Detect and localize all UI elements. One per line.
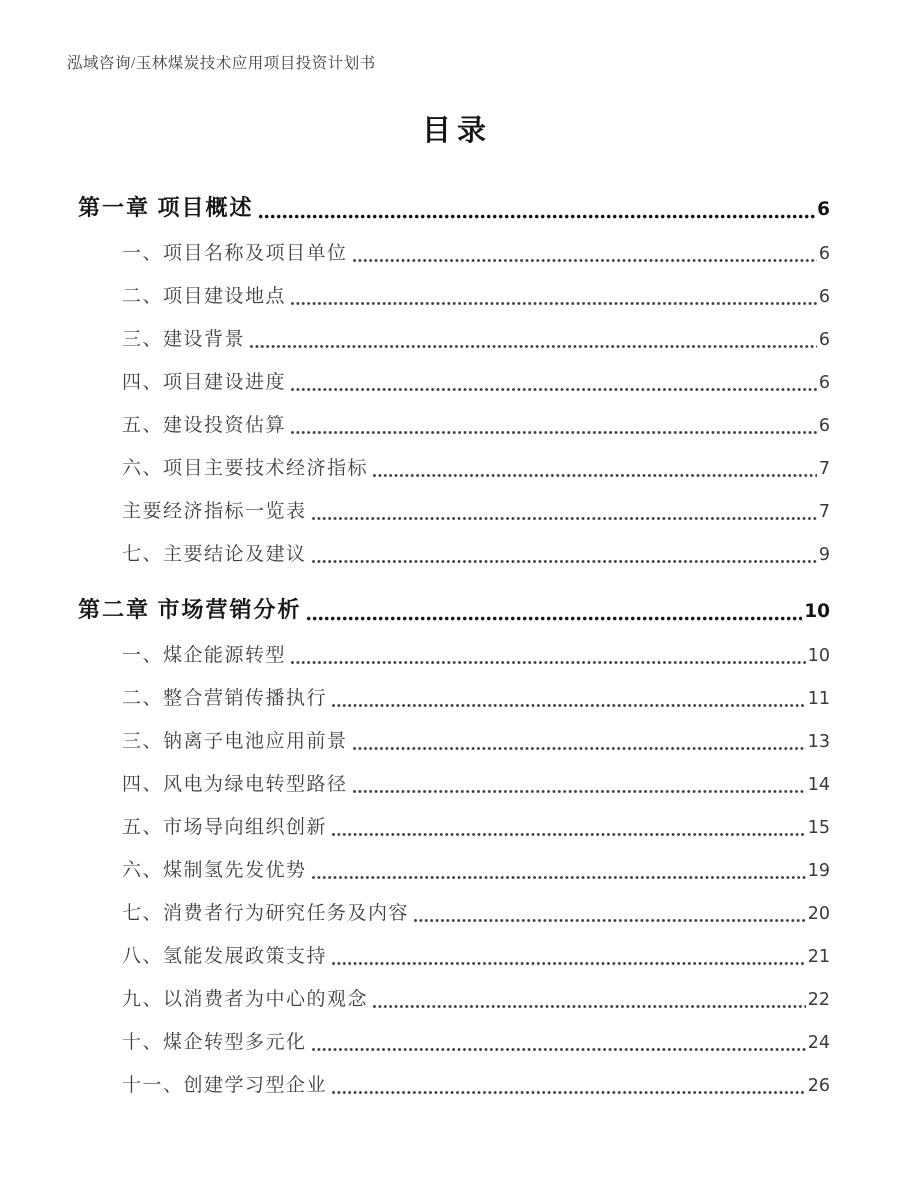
- dot-leader: [290, 387, 817, 392]
- toc-entry-page-number: 26: [807, 1076, 830, 1096]
- toc-entry-label: 八、氢能发展政策支持: [122, 946, 328, 967]
- toc-entry-page-number: 10: [804, 601, 830, 622]
- toc-entry[interactable]: [78, 943, 830, 971]
- toc-entry[interactable]: [78, 412, 830, 440]
- toc-entry[interactable]: [78, 642, 830, 670]
- dot-leader: [331, 961, 806, 966]
- dot-leader: [311, 875, 806, 880]
- toc-entry-page-number: 15: [807, 818, 830, 838]
- toc-entry-label: 主要经济指标一览表: [122, 501, 307, 522]
- toc-entry-label: 十一、创建学习型企业: [122, 1075, 328, 1096]
- dot-leader: [331, 703, 806, 708]
- toc-entry-label: 九、以消费者为中心的观念: [122, 989, 369, 1010]
- toc-section: [78, 112, 830, 1100]
- toc-entry-page-number: 6: [818, 416, 830, 436]
- dot-leader: [352, 258, 817, 263]
- toc-entry[interactable]: [78, 1029, 830, 1057]
- dot-leader: [311, 559, 817, 564]
- dot-leader: [311, 516, 817, 521]
- toc-entry[interactable]: [78, 1072, 830, 1100]
- toc-entry-label: 七、主要结论及建议: [122, 544, 307, 565]
- toc-entry-page-number: 19: [807, 861, 830, 881]
- toc-entry[interactable]: [78, 283, 830, 311]
- toc-entry-page-number: 6: [817, 199, 830, 220]
- toc-entry-page-number: 7: [818, 459, 830, 479]
- toc-entry-label: 第二章 市场营销分析: [78, 597, 302, 622]
- toc-entry-label: 四、项目建设进度: [122, 372, 287, 393]
- toc-entry[interactable]: [78, 857, 830, 885]
- toc-entry[interactable]: [78, 728, 830, 756]
- toc-entry-label: 第一章 项目概述: [78, 195, 254, 220]
- toc-entry-label: 五、市场导向组织创新: [122, 817, 328, 838]
- toc-entry-page-number: 14: [807, 775, 830, 795]
- dot-leader: [306, 616, 803, 621]
- toc-entry-label: 四、风电为绿电转型路径: [122, 774, 348, 795]
- toc-entry-page-number: 7: [818, 502, 830, 522]
- toc-entry[interactable]: [78, 900, 830, 928]
- dot-leader: [331, 1090, 806, 1095]
- toc-entry-label: 二、整合营销传播执行: [122, 688, 328, 709]
- toc-entry[interactable]: [78, 595, 830, 627]
- toc-entry-page-number: 21: [807, 947, 830, 967]
- toc-entry-label: 二、项目建设地点: [122, 286, 287, 307]
- toc-entry-page-number: 10: [807, 646, 830, 666]
- toc-entry-page-number: 6: [818, 287, 830, 307]
- document-header-text: 泓域咨询/玉林煤炭技术应用项目投资计划书: [67, 55, 376, 72]
- toc-entry-label: 一、煤企能源转型: [122, 645, 287, 666]
- toc-entry-page-number: 22: [807, 990, 830, 1010]
- toc-entry[interactable]: [78, 326, 830, 354]
- dot-leader: [331, 832, 806, 837]
- dot-leader: [290, 301, 817, 306]
- toc-entry[interactable]: [78, 240, 830, 268]
- toc-entry-page-number: 6: [818, 330, 830, 350]
- toc-entry-page-number: 24: [807, 1033, 830, 1053]
- toc-entry-label: 六、煤制氢先发优势: [122, 860, 307, 881]
- toc-entry[interactable]: [78, 369, 830, 397]
- toc-entry-page-number: 6: [818, 244, 830, 264]
- toc-entry[interactable]: [78, 771, 830, 799]
- toc-entry-label: 三、钠离子电池应用前景: [122, 731, 348, 752]
- toc-entry-label: 十、煤企转型多元化: [122, 1032, 307, 1053]
- toc-entry-label: 五、建设投资估算: [122, 415, 287, 436]
- toc-entry[interactable]: [78, 541, 830, 569]
- toc-entry-label: 七、消费者行为研究任务及内容: [122, 903, 410, 924]
- dot-leader: [372, 473, 817, 478]
- dot-leader: [352, 746, 806, 751]
- toc-entry[interactable]: [78, 498, 830, 526]
- dot-leader: [290, 660, 806, 665]
- toc-entry[interactable]: [78, 814, 830, 842]
- dot-leader: [311, 1047, 806, 1052]
- toc-entry-label: 六、项目主要技术经济指标: [122, 458, 369, 479]
- toc-entry[interactable]: [78, 455, 830, 483]
- dot-leader: [372, 1004, 806, 1009]
- dot-leader: [352, 789, 806, 794]
- toc-entry[interactable]: [78, 986, 830, 1014]
- toc-entry-page-number: 20: [807, 904, 830, 924]
- dot-leader: [258, 214, 816, 219]
- toc-entry-label: 一、项目名称及项目单位: [122, 243, 348, 264]
- toc-list: [78, 193, 830, 1100]
- dot-leader: [290, 430, 817, 435]
- dot-leader: [249, 344, 817, 349]
- dot-leader: [413, 918, 806, 923]
- toc-entry-page-number: 11: [807, 689, 830, 709]
- toc-entry[interactable]: [78, 193, 830, 225]
- toc-title: 目录: [421, 115, 492, 147]
- toc-entry-page-number: 9: [818, 545, 830, 565]
- toc-entry-label: 三、建设背景: [122, 329, 246, 350]
- toc-entry[interactable]: [78, 685, 830, 713]
- toc-entry-page-number: 13: [807, 732, 830, 752]
- toc-entry-page-number: 6: [818, 373, 830, 393]
